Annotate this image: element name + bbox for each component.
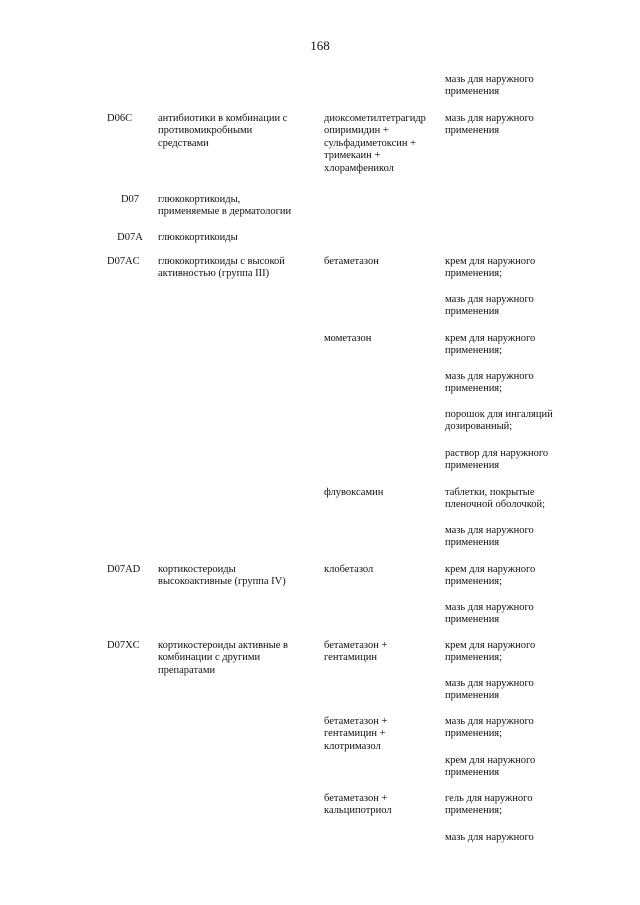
dosage-form: крем для наружного применения; <box>445 564 536 588</box>
dosage-form: мазь для наружного применения <box>445 113 534 137</box>
drug-name: бетаметазон + гентамицин + клотримазол <box>324 716 388 752</box>
dosage-form: мазь для наружного применения <box>445 602 534 626</box>
dosage-form: мазь для наружного применения <box>445 678 534 702</box>
dosage-form: мазь для наружного применения <box>445 294 534 318</box>
dosage-form: таблетки, покрытые пленочной оболочкой; <box>445 487 546 511</box>
atc-code: D07 <box>120 194 140 205</box>
atc-code: D06C <box>107 113 133 124</box>
dosage-form: мазь для наружного применения <box>445 74 534 98</box>
dosage-form: порошок для ингаляций дозированный; <box>445 409 553 433</box>
dosage-form: гель для наружного применения; <box>445 793 533 817</box>
dosage-form: мазь для наружного применения; <box>445 371 534 395</box>
dosage-form: крем для наружного применения; <box>445 640 536 664</box>
page-number: 168 <box>310 38 330 53</box>
atc-code: D07AD <box>107 564 141 575</box>
atc-code: D07XC <box>107 640 140 651</box>
pharmacological-group: глюкокортикоиды, применяемые в дерматологии <box>158 194 292 218</box>
atc-code: D07A <box>117 232 143 243</box>
drug-name: мометазон <box>324 333 372 344</box>
dosage-form: раствор для наружного применения <box>445 448 549 472</box>
pharmacological-group: глюкокортикоиды <box>158 232 238 243</box>
dosage-form: мазь для наружного применения <box>445 525 534 549</box>
drug-name: флувоксамин <box>324 487 384 498</box>
pharmacological-group: кортикостероиды высокоактивные (группа IV) <box>158 564 286 588</box>
dosage-form: крем для наружного применения; <box>445 333 536 357</box>
atc-code: D07AC <box>107 256 140 267</box>
drug-name: диоксометилтетрагидр опиримидин + сульфадиметоксин + тримекаин + хлорамфеникол <box>324 113 426 174</box>
pharmacological-group: глюкокортикоиды с высокой активностью (группа III) <box>158 256 285 280</box>
dosage-form: мазь для наружного <box>445 832 534 843</box>
dosage-form: крем для наружного применения <box>445 755 536 779</box>
drug-name: бетаметазон + гентамицин <box>324 640 388 664</box>
drug-name: бетаметазон <box>324 256 379 267</box>
drug-name: бетаметазон + кальципотриол <box>324 793 392 817</box>
dosage-form: крем для наружного применения; <box>445 256 536 280</box>
pharmacological-group: антибиотики в комбинации с противомикробными средствами <box>158 113 288 149</box>
dosage-form: мазь для наружного применения; <box>445 716 534 740</box>
pharmacological-group: кортикостероиды активные в комбинации с другими препаратами <box>158 640 288 676</box>
drug-name: клобетазол <box>324 564 374 575</box>
